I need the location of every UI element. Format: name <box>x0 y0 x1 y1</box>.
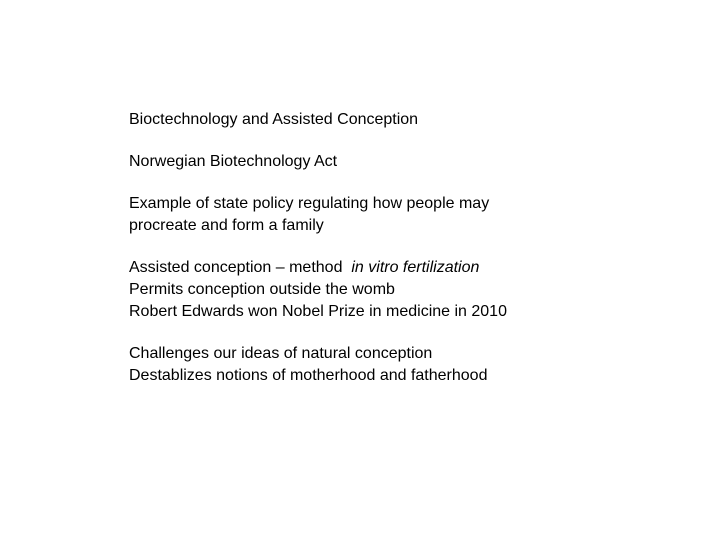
slide-subtitle: Norwegian Biotechnology Act <box>129 153 338 170</box>
assisted-line-1 <box>129 257 689 279</box>
challenges-line-2: Destablizes notions of motherhood and fatherhood <box>129 367 488 384</box>
example-line-1: Example of state policy regulating how people may <box>129 195 490 212</box>
spacer <box>129 323 689 343</box>
assisted-prefix: Assisted conception – method <box>129 259 343 276</box>
spacer <box>129 237 689 257</box>
spacer <box>129 173 689 193</box>
example-line-2: procreate and form a family <box>129 217 324 234</box>
assisted-line-2: Permits conception outside the womb <box>129 281 395 298</box>
slide-title: Bioctechnology and Assisted Conception <box>129 111 419 128</box>
spacer <box>129 131 689 151</box>
slide-content <box>129 109 689 387</box>
challenges-line-1: Challenges our ideas of natural conception <box>129 345 433 362</box>
assisted-line-3: Robert Edwards won Nobel Prize in medicine in 2010 <box>129 303 507 320</box>
assisted-method-italic: in vitro fertilization <box>351 259 480 276</box>
